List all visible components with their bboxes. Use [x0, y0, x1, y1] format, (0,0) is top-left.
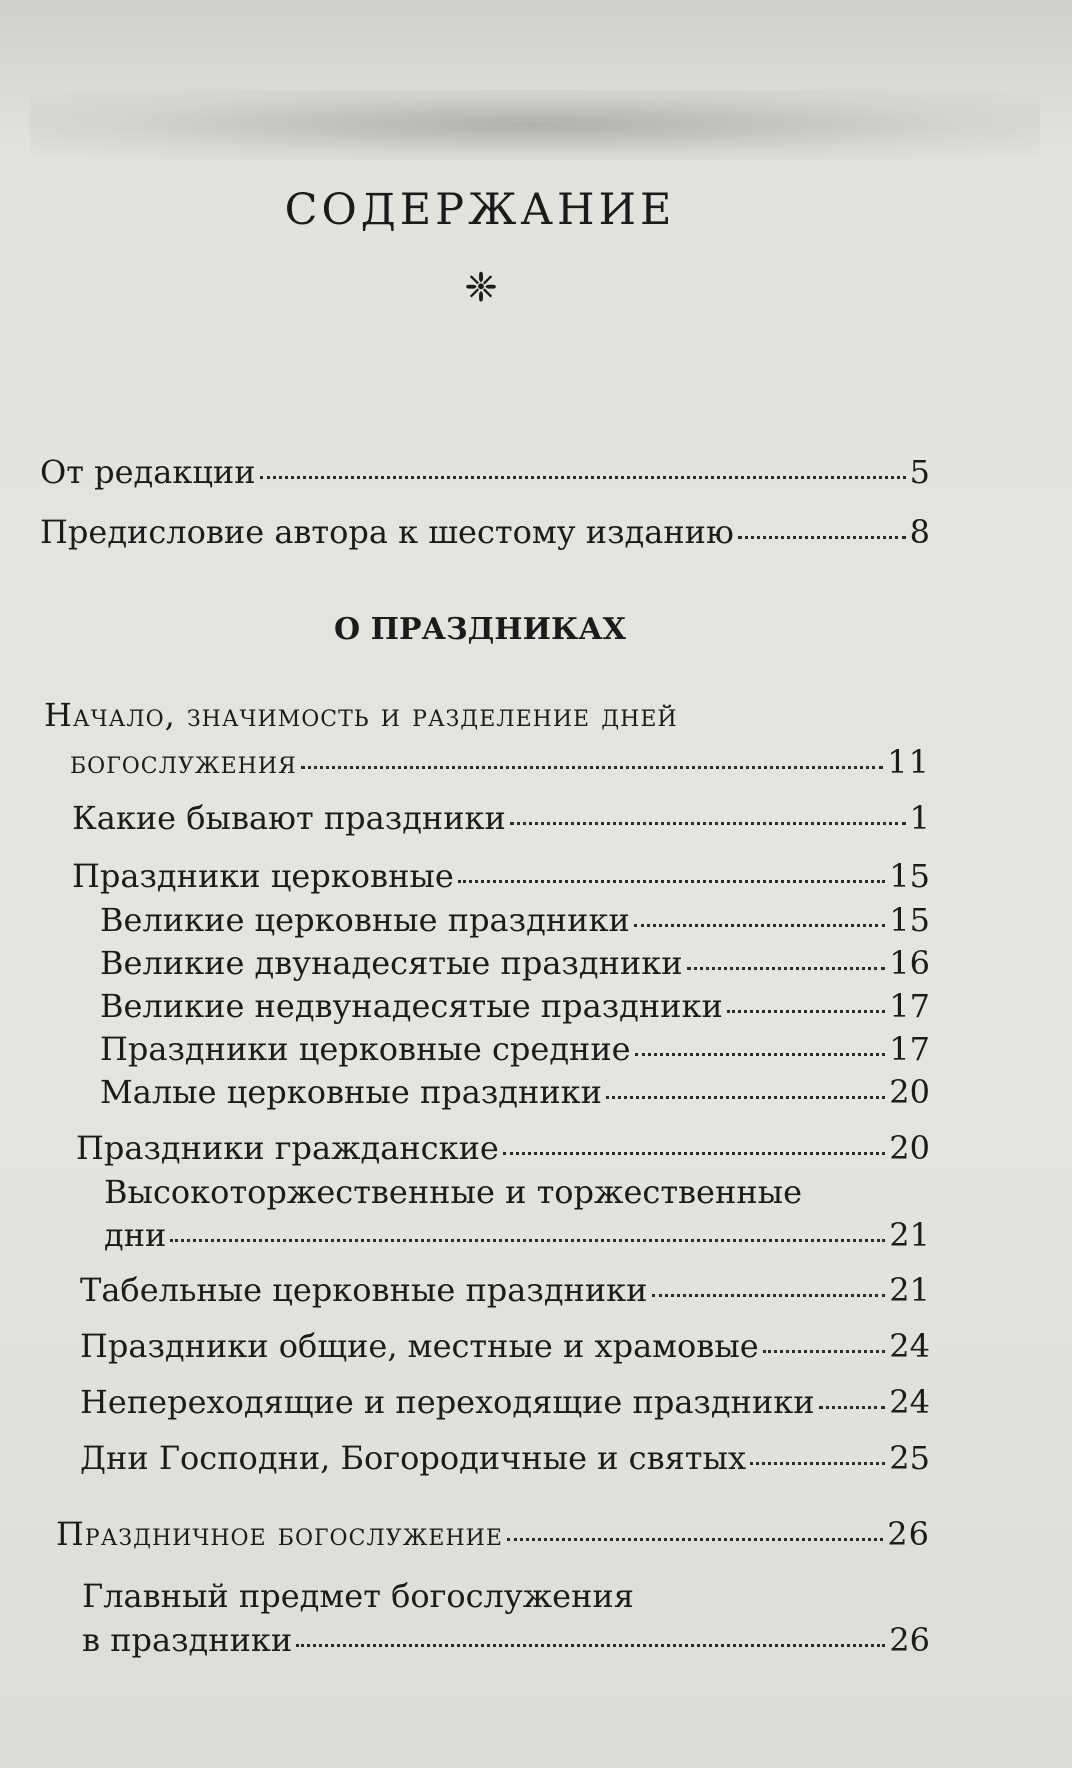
toc-entry-chapter1[interactable] [70, 742, 930, 782]
leader-dots [503, 1152, 885, 1155]
toc-entry-page: 25 [889, 1439, 930, 1477]
toc-entry-label: Предисловие автора к шестому изданию [40, 513, 734, 551]
page-title: СОДЕРЖАНИЕ [284, 185, 676, 235]
toc-entry-page: 11 [887, 743, 930, 781]
leader-dots [507, 1538, 883, 1541]
toc-entry-label: От редакции [40, 453, 256, 491]
toc-entry-page: 1 [909, 799, 930, 837]
toc-entry[interactable] [80, 1382, 930, 1422]
toc-entry-label: Великие церковные праздники [100, 901, 630, 939]
toc-entry-label: Праздники общие, местные и храмовые [80, 1327, 759, 1365]
page-top-shadow [30, 90, 1040, 160]
toc-entry-label: Великие недвунадесятые праздники [100, 987, 723, 1025]
leader-dots [170, 1239, 885, 1242]
leader-dots [260, 476, 906, 479]
toc-entry-page: 8 [909, 513, 930, 551]
toc-entry[interactable] [80, 1438, 930, 1478]
leader-dots [634, 924, 886, 927]
toc-entry-label: Дни Господни, Богородичные и святых [80, 1439, 747, 1477]
section-title: О ПРАЗДНИКАХ [334, 612, 626, 647]
toc-entry-label: дни [104, 1216, 167, 1254]
toc-entry-label: Великие двунадесятые праздники [100, 944, 683, 982]
toc-entry-page: 5 [909, 453, 930, 491]
toc-entry[interactable] [100, 986, 930, 1026]
toc-entry-chapter2[interactable] [56, 1514, 930, 1554]
toc-entry-page: 20 [889, 1073, 930, 1111]
toc-entry-subject-line1[interactable]: Главный предмет богослужения [82, 1577, 634, 1615]
toc-entry-solemn[interactable] [104, 1215, 930, 1255]
toc-entry-page: 26 [887, 1515, 930, 1553]
leader-dots [727, 1010, 885, 1013]
toc-entry-preface[interactable] [40, 512, 930, 552]
toc-entry-page: 20 [889, 1129, 930, 1167]
toc-entry-label: Непереходящие и переходящие праздники [80, 1383, 815, 1421]
toc-entry-label: Праздники церковные средние [100, 1030, 631, 1068]
toc-entry-page: 16 [889, 944, 930, 982]
leader-dots [750, 1462, 885, 1465]
toc-entry[interactable] [76, 1128, 930, 1168]
toc-entry-label: в праздники [82, 1621, 293, 1659]
ornament-icon: ❈ [464, 265, 498, 311]
leader-dots [296, 1644, 885, 1647]
toc-entry-label: Праздники гражданские [76, 1129, 499, 1167]
toc-entry-subject[interactable] [82, 1620, 930, 1660]
toc-entry[interactable] [100, 900, 930, 940]
leader-dots [510, 822, 906, 825]
chapter-title-line1[interactable]: Начало, значимость и разделение дней [44, 696, 678, 734]
toc-entry-label: Малые церковные праздники [100, 1073, 602, 1111]
leader-dots [635, 1053, 886, 1056]
toc-entry-page: 26 [889, 1621, 930, 1659]
toc-entry-editorial[interactable] [40, 452, 930, 492]
leader-dots [819, 1406, 886, 1409]
leader-dots [606, 1096, 885, 1099]
toc-entry-page: 21 [889, 1216, 930, 1254]
toc-entry[interactable] [80, 1270, 930, 1310]
toc-entry-page: 15 [889, 901, 930, 939]
toc-entry-label: богослужения [70, 743, 297, 781]
toc-entry-page: 17 [889, 1030, 930, 1068]
toc-entry[interactable] [100, 1029, 930, 1069]
toc-entry-label: Праздники церковные [72, 857, 454, 895]
toc-entry-label: Табельные церковные праздники [80, 1271, 648, 1309]
toc-entry-solemn-line1[interactable]: Высокоторжественные и торжественные [104, 1173, 803, 1211]
toc-entry[interactable] [100, 1072, 930, 1112]
toc-entry-page: 24 [889, 1383, 930, 1421]
leader-dots [301, 766, 883, 769]
leader-dots [763, 1350, 886, 1353]
toc-entry-page: 21 [889, 1271, 930, 1309]
toc-entry[interactable] [72, 856, 930, 896]
toc-entry-label: Праздничное богослужение [56, 1515, 503, 1553]
toc-entry[interactable] [100, 943, 930, 983]
leader-dots [458, 880, 885, 883]
leader-dots [738, 536, 906, 539]
toc-entry[interactable] [80, 1326, 930, 1366]
toc-entry-label: Какие бывают праздники [72, 799, 506, 837]
leader-dots [687, 967, 886, 970]
leader-dots [652, 1294, 886, 1297]
toc-entry-page: 24 [889, 1327, 930, 1365]
toc-entry-page: 17 [889, 987, 930, 1025]
toc-entry-page: 15 [889, 857, 930, 895]
toc-entry[interactable] [72, 798, 930, 838]
